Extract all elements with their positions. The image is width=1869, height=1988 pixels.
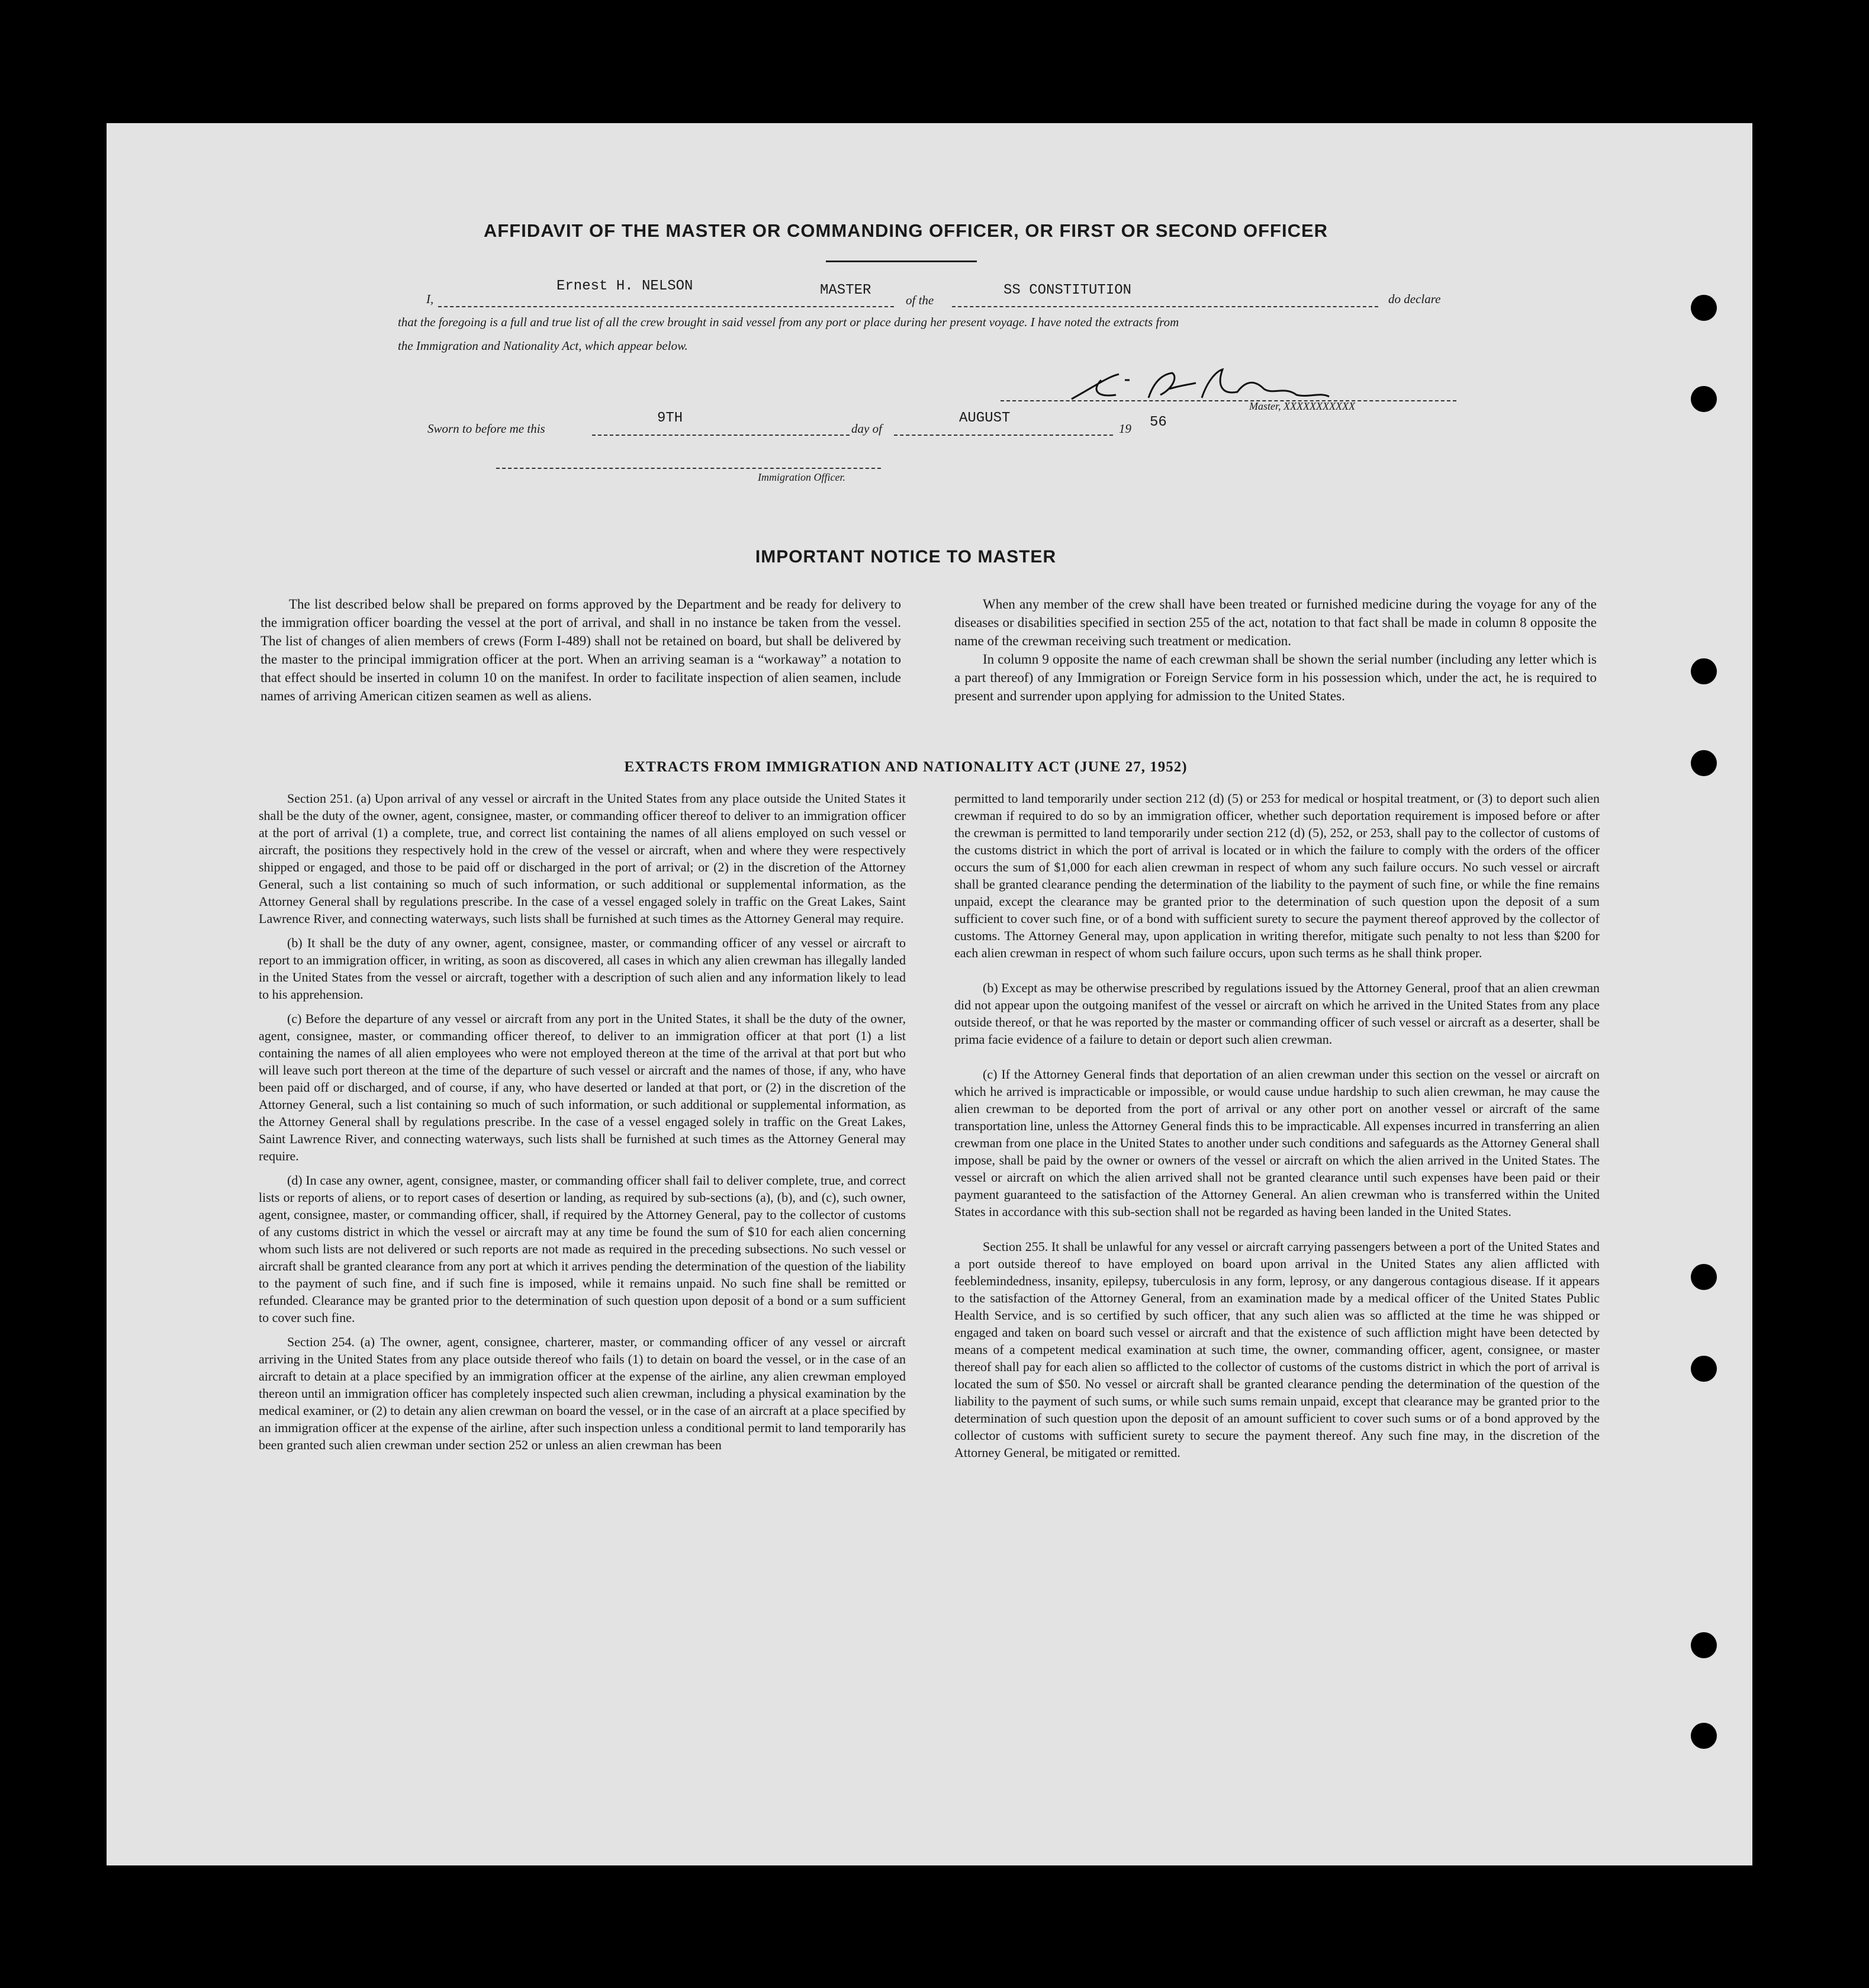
year-suffix: 56	[1150, 414, 1167, 430]
section-254a: Section 254. (a) The owner, agent, consignee, charterer, master, or commanding officer of any vessel or aircraft arriving in the United States from any place outside thereof who fails (1) to detain on board the vessel, or in the case of an aircraft to detain at a place specified by an immigration officer at the expense of the airline, any alien crewman employed thereon until an immigration officer has completely inspected such alien crewman, including a physical examination by the medical examiner, or (2) to detain any alien crewman on board the vessel, or in the case of an aircraft at a place specified by an immigration officer at the expense of the airline, after such inspection unless a conditional permit to land temporarily has been granted such alien crewman under section 252 or unless an alien crewman has been	[259, 1334, 906, 1452]
affidavit-title: AFFIDAVIT OF THE MASTER OR COMMANDING OFFICER, OR FIRST OR SECOND OFFICER	[483, 220, 1328, 241]
signature-line	[1001, 400, 1456, 401]
day-of-label: day of	[851, 422, 882, 436]
prefix-i: I,	[426, 292, 434, 306]
sworn-day: 9TH	[657, 410, 683, 426]
punch-hole	[1691, 386, 1717, 412]
section-255: Section 255. It shall be unlawful for any vessel or aircraft carrying passengers between a port of the United States and a port outside thereof to have employed on board upon arrival in the United States any alien afflicted with feeblemindedness, insanity, epilepsy, tuberculosis in any form, leprosy, or any dangerous contagious disease. If it appears to the satisfaction of the Attorney General, from an examination made by a medical officer of the United States Public Health Service, and is so certified by such officer, that any such alien was so afflicted at the time he was shipped or engaged and taken on board such vessel or aircraft and that the existence of such affliction might have been detected by means of a competent medical examination at such time, the owner, commanding officer, agent, consignee, or master thereof shall pay for each alien so afflicted to the collector of customs of the customs district in which the port of arrival is located the sum of $50. No vessel or aircraft shall be granted clearance pending the determination of the question of the liability to the payment of such sums, or while such sums remain unpaid, except that clearance may be granted prior to the determination of such question upon the deposit of an amount sufficient to cover such sums or of a bond approved by the collector of customs with sufficient surety to secure the payment thereof. Any such fine may, in the discretion of the Attorney General, be mitigated or remitted.	[954, 1239, 1600, 1460]
declaration-line-2: the Immigration and Nationality Act, which appear below.	[398, 339, 688, 353]
section-251a: Section 251. (a) Upon arrival of any vessel or aircraft in the United States from any place outside the United States it shall be the duty of the owner, agent, consignee, master, or commanding officer thereof to deliver to an immigration officer at the port of arrival (1) a complete, true, and correct list containing the names of all aliens employed on such vessel or aircraft, the positions they respectively hold in the crew of the vessel or aircraft, when and where they were respectively shipped or engaged, and those to be paid off or discharged in the port of arrival; or (2) in the discretion of the Attorney General, such a list containing so much of such information, or such additional or supplemental information, as the Attorney General shall by regulations prescribe. In the case of a vessel engaged solely in traffic on the Great Lakes, Saint Lawrence River, and connecting waterways, such lists shall be furnished at such times as the Attorney General may require.	[259, 791, 906, 926]
master-name: Ernest H. NELSON	[556, 278, 693, 294]
signature-caption: Master, XXXXXXXXXXX	[1249, 400, 1355, 412]
punch-hole	[1691, 1356, 1717, 1382]
name-line	[438, 306, 894, 307]
notice-left-paragraph: The list described below shall be prepared on forms approved by the Department and be ready for delivery to the immigration officer boarding the vessel at the port of arrival, and shall in no instance be taken from the vessel. The list of changes of alien members of crews (Form I-489) shall not be retained on board, but shall be delivered by the master to the principal immigration officer at the port. When an arriving seaman is a “workaway” a notation to that effect should be inserted in column 10 on the manifest. In order to facilitate inspection of alien seamen, include names of arriving American citizen seamen as well as aliens.	[260, 597, 901, 703]
notice-title: IMPORTANT NOTICE TO MASTER	[755, 547, 1057, 567]
punch-hole	[1691, 295, 1717, 321]
master-rank: MASTER	[820, 282, 871, 298]
extracts-left-column	[259, 790, 906, 1461]
vessel-name: SS CONSTITUTION	[1003, 282, 1132, 298]
section-251d: (d) In case any owner, agent, consignee, master, or commanding officer shall fail to deliver complete, true, and correct lists or reports of aliens, or to report cases of desertion or landing, as required by sub-sections (a), (b), and (c), such owner, agent, consignee, master, or commanding officer, shall, if required by the Attorney General, pay to the collector of customs of any customs district in which the vessel or aircraft may at any time be found the sum of $10 for each alien concerning whom such lists are not delivered or such reports are not made as required in the preceding subsections. No such vessel or aircraft shall be granted clearance from any port at which it arrives pending the determination of the question of the liability to the payment of such fine, and if such fine is imposed, while it remains unpaid. No such fine shall be remitted or refunded. Clearance may be granted prior to the determination of such question upon deposit of a bond or a sum sufficient to cover such fine.	[259, 1173, 906, 1325]
of-the-label: of the	[906, 293, 934, 307]
title-rule	[826, 260, 977, 262]
officer-line	[496, 468, 881, 469]
sworn-month: AUGUST	[959, 410, 1011, 426]
punch-hole	[1691, 1723, 1717, 1749]
declaration-line-1: that the foregoing is a full and true list of all the crew brought in said vessel from any port or place during her present voyage. I have noted the extracts from	[398, 315, 1179, 329]
do-declare-label: do declare	[1388, 292, 1441, 306]
punch-hole	[1691, 1632, 1717, 1658]
section-251b: (b) It shall be the duty of any owner, agent, consignee, master, or commanding officer of any vessel or aircraft to report to an immigration officer, in writing, as soon as discovered, all cases in which any alien crewman has illegally landed in the United States from the vessel or aircraft, together with a description of such alien and any information likely to lead to his apprehension.	[259, 935, 906, 1002]
punch-hole	[1691, 658, 1717, 684]
month-line	[894, 435, 1113, 436]
punch-hole	[1691, 1264, 1717, 1290]
sworn-label: Sworn to before me this	[427, 422, 545, 436]
day-line	[592, 435, 850, 436]
notice-right-paragraph-2: In column 9 opposite the name of each crewman shall be shown the serial number (including any letter which is a part thereof) of any Immigration or Foreign Service form in his possession which, under the act, he is required to present and surrender upon applying for admission to the United States.	[954, 652, 1597, 703]
section-254b: (b) Except as may be otherwise prescribed by regulations issued by the Attorney General, proof that an alien crewman did not appear upon the outgoing manifest of the vessel or aircraft on which he arrived in the United States from any place outside thereof, or that he was reported by the master or commanding officer of such vessel or aircraft as a deserter, shall be prima facie evidence of a failure to detain or deport such alien crewman.	[954, 980, 1600, 1047]
section-251c: (c) Before the departure of any vessel or aircraft from any port in the United States, it shall be the duty of the owner, agent, consignee, master, or commanding officer thereof, to deliver to an immigration officer at that port (1) a list containing the names of all alien employees who were not employed thereon at the time of the arrival at that port but who will leave such port thereon at the time of the departure of such vessel or aircraft and the names of those, if any, who have been paid off or discharged, and of course, if any, who have deserted or landed at that port, or (2) in the discretion of the Attorney General, such a list containing so much of such information, or such additional or supplemental information, as the Attorney General shall by regulations prescribe. In the case of a vessel engaged solely in traffic on the Great Lakes, Saint Lawrence River, and connecting waterways, such lists shall be furnished at such times as the Attorney General may require.	[259, 1011, 906, 1163]
extracts-title: EXTRACTS FROM IMMIGRATION AND NATIONALITY ACT (JUNE 27, 1952)	[624, 759, 1188, 775]
vessel-line	[952, 306, 1378, 307]
section-254c: (c) If the Attorney General finds that deportation of an alien crewman under this section on the vessel or aircraft on which he arrived is impracticable or impossible, or would cause undue hardship to such alien crewman, he may cause the alien crewman to be deported from the port of arrival or any other port on another vessel or aircraft of the same transportation line, unless the Attorney General finds this to be impracticable. All expenses incurred in transferring an alien crewman from one place in the United States to another under such conditions and safeguards as the Attorney General shall impose, shall be paid by the owner or owners of the vessel or aircraft on which the alien arrived in the United States. The vessel or aircraft on which the alien arrived shall not be granted clearance until such expenses have been paid or their payment guaranteed to the satisfaction of the Attorney General. An alien crewman who is transferred within the United States in accordance with this sub-section shall not be regarded as having been landed in the United States.	[954, 1067, 1600, 1219]
notice-right-paragraph-1: When any member of the crew shall have been treated or furnished medicine during the voyage for any of the diseases or disabilities specified in section 255 of the act, notation to that fact shall be made in column 8 opposite the name of the crewman receiving such treatment or medication.	[954, 597, 1597, 648]
notice-right-column	[954, 595, 1597, 705]
section-254a-cont: permitted to land temporarily under section 212 (d) (5) or 253 for medical or hospital treatment, or (3) to deport such alien crewman if required to do so by an immigration officer, whether such deportation requirement is imposed before or after the crewman is permitted to land temporarily under section 212 (d) (5), 252, or 253, shall pay to the collector of customs of the customs district in which the port of arrival is located or in which the failure to comply with the orders of the officer occurs the sum of $1,000 for each alien crewman in respect of whom any such failure occurs. No such vessel or aircraft shall be granted clearance pending the determination of the liability to the payment of such fine, or while the fine remains unpaid, except the clearance may be granted prior to the determination of such question upon the deposit of a sum sufficient to cover such fine, or of a bond with sufficient surety to secure the payment thereof approved by the collector of customs. The Attorney General may, upon application in writing therefor, mitigate such penalty to not less than $200 for each alien crewman in respect of whom such failure occurs, upon such terms as he shall think proper.	[954, 791, 1600, 960]
officer-caption: Immigration Officer.	[758, 471, 845, 483]
year-prefix: 19	[1119, 422, 1131, 436]
notice-left-column	[260, 595, 901, 705]
punch-hole	[1691, 750, 1717, 776]
extracts-right-column	[954, 790, 1600, 1468]
